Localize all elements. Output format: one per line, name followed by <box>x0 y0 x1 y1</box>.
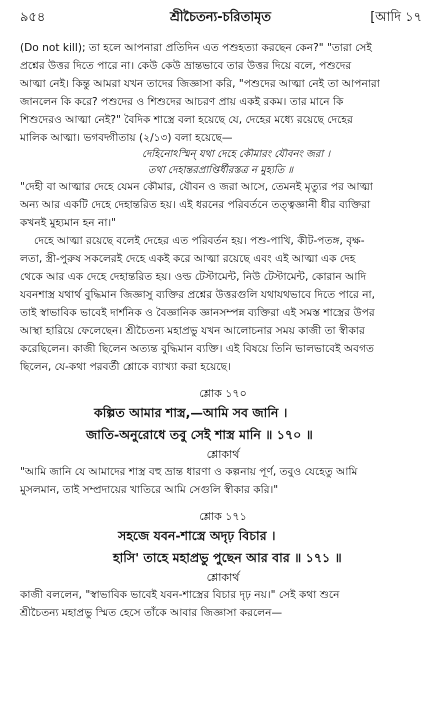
text-line: করেছিলেন। কাজী ছিলেন অত্যন্ত বুদ্ধিমান ব্যক্তি। এই বিষয়ে তিনি ভালভাবেই অবগত <box>20 342 374 355</box>
translation-text <box>20 586 426 622</box>
shloka-line: সহজে যবন-শাস্ত্রে অদৃঢ় বিচার । <box>118 528 276 544</box>
text-line: "দেহী বা আত্মার দেহে যেমন কৌমার, যৌবন ও জরা আসে, তেমনই মৃত্যুর পর আত্মা <box>20 181 373 194</box>
text-line: তাই স্বাভাবিক ভাবেই দার্শনিক ও বৈজ্ঞানিক জ্ঞানসম্পন্ন ব্যক্তিরা এই সমস্ত শাস্ত্রের উপর <box>20 306 375 319</box>
text-line: আস্থা হারিয়ে ফেলেছেন। শ্রীচৈতন্য মহাপ্রভু যখন আলোচনার সময় কাজী তা স্বীকার <box>20 324 365 337</box>
shloka-heading: শ্লোক ১৭০ <box>199 387 247 401</box>
text-line: দেহে আত্মা রয়েছে বলেই দেহের এত পরিবর্তন হয়। পশু-পাখি, কীট-পতঙ্গ, বৃক্ষ- <box>34 235 365 248</box>
text-line: থেকে আর এক দেহে দেহান্তরিত হয়। ওল্ড টেস্টামেন্ট, নিউ টেস্টামেন্ট, কোরান আদি <box>20 270 367 283</box>
page-header <box>20 0 426 40</box>
text-line: জানলেন কি করে? পশুদের ও শিশুদের আচরণ প্রায় একই রকম। তার মানে কি <box>20 95 344 108</box>
page-number: ৯৫৪ <box>20 10 46 25</box>
shloka-171 <box>20 508 426 622</box>
purport-text <box>20 40 426 376</box>
text-line: "আমি জানি যে আমাদের শাস্ত্র বহু ভ্রান্ত ধারণা ও কল্পনায় পূর্ণ, তবুও যেহেতু আমি <box>20 466 358 479</box>
text-line: (Do not kill); তা হলে আপনারা প্রতিদিন এত পশুহত্যা করছেন কেন?" "তারা সেই <box>20 42 372 54</box>
text-line: অন্য আর একটি দেহে দেহান্তরিত হয়। এই ধরনের পরিবর্তনে তত্ত্বজ্ঞানী ধীর ব্যক্তিরা <box>20 199 371 212</box>
paragraph-3 <box>20 233 426 376</box>
text-line: যবনশাস্ত্র যথার্থ বুদ্ধিমান জিজ্ঞাসু ব্যক্তির প্রশ্নের উত্তরগুলি যথাযথভাবে দিতে পারে না, <box>20 288 375 301</box>
chapter-marker: [আদি ১৭ <box>370 10 422 25</box>
shloka-170 <box>20 385 426 499</box>
book-title: শ্রীচৈতন্য-চরিতামৃত <box>170 10 272 25</box>
text-line: শ্রীচৈতন্য মহাপ্রভু স্মিত হেসে তাঁকে আবার জিজ্ঞাসা করলেন— <box>20 607 283 620</box>
translation-heading: শ্লোকার্থ <box>206 571 240 585</box>
text-line: কখনই মুহ্যমান হন না।" <box>20 217 117 230</box>
text-line: ছিলেন, যে-কথা পরবর্তী শ্লোকে ব্যাখ্যা করা হয়েছে। <box>20 360 231 373</box>
text-line: প্রশ্নের উত্তর দিতে পারে না। কেউ কেউ ভ্রান্তভাবে তার উত্তর দিয়ে বলে, পশুদের <box>20 59 352 72</box>
shloka-line: জাতি-অনুরোধে তবু সেই শাস্ত্র মানি ॥ ১৭০ ॥ <box>86 427 313 443</box>
gita-verse-line: দেহিনোঽস্মিন্ যথা দেহে কৌমারং যৌবনং জরা । <box>142 149 331 161</box>
paragraph-2 <box>20 179 426 233</box>
paragraph-1 <box>20 40 426 147</box>
text-line: শিশুদেরও আত্মা নেই?" বৈদিক শাস্ত্রে বলা হয়েছে যে, দেহের মধ্যে রয়েছে দেহের <box>20 113 353 126</box>
shloka-heading: শ্লোক ১৭১ <box>199 510 247 524</box>
shloka-line: কল্পিত আমার শাস্ত্র,—আমি সব জানি । <box>94 405 288 421</box>
text-line: মুসলমান, তাই সম্প্রদায়ের খাতিরে আমি সেগুলি স্বীকার করি।" <box>20 484 279 497</box>
text-line: কাজী বললেন, "স্বাভাবিক ভাবেই যবন-শাস্ত্রের বিচার দৃঢ় নয়।" সেই কথা শুনে <box>20 589 340 602</box>
text-line: মালিক আত্মা। ভগবদ্গীতায় (২/১৩) বলা হয়েছে— <box>20 131 233 144</box>
shloka-line: হাসি' তাহে মহাপ্রভু পুছেন আর বার ॥ ১৭১ ॥ <box>113 550 342 566</box>
translation-text <box>20 463 426 499</box>
translation-heading: শ্লোকার্থ <box>206 448 240 462</box>
text-line: লতা, স্ত্রী-পুরুষ সকলেরই দেহে একই করে আত্মা রয়েছে এবং এই আত্মা এক দেহ <box>20 253 356 266</box>
gita-verse-line: তথা দেহান্তরপ্রাপ্তির্ধীরস্তত্র ন মুহ্যতি ॥ <box>148 165 294 177</box>
gita-verse-quote <box>142 147 426 179</box>
text-line: আত্মা নেই। কিন্তু আমরা যখন তাদের জিজ্ঞাসা করি, "পশুদের আত্মা নেই তা আপনারা <box>20 77 380 90</box>
